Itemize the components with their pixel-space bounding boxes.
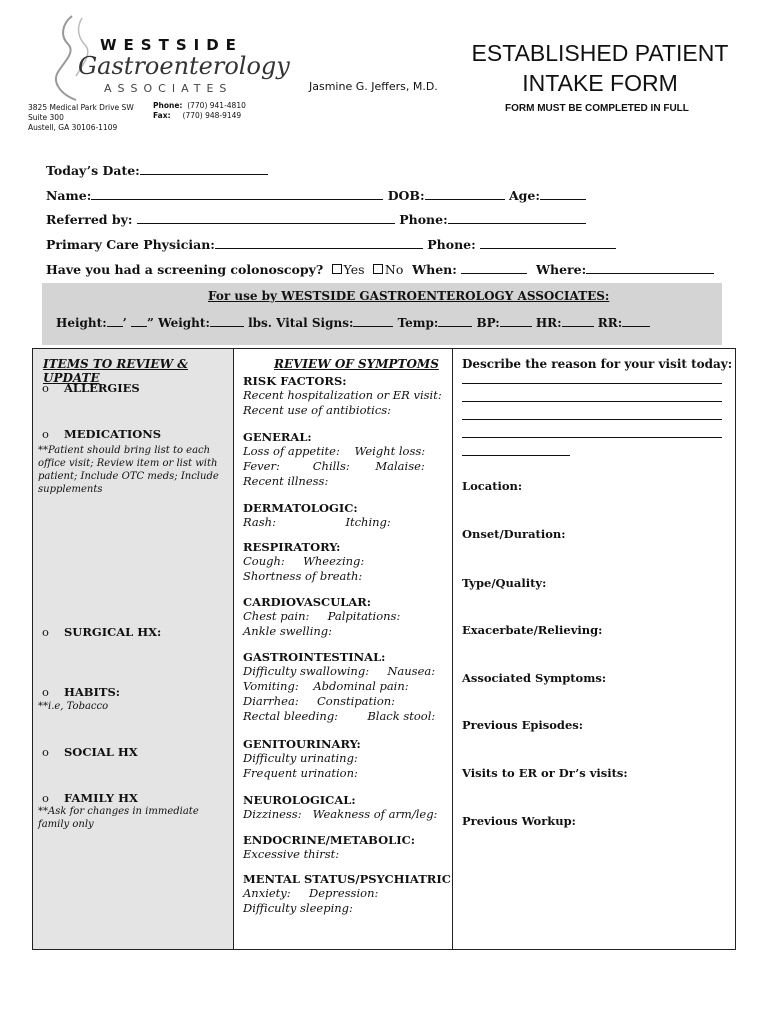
symptom-item[interactable]: Malaise: — [375, 459, 425, 473]
bp-label: BP: — [476, 316, 500, 330]
symptom-item[interactable]: Loss of appetite: — [243, 444, 340, 458]
habits-note: **i.e, Tobacco — [38, 701, 109, 712]
no-checkbox[interactable] — [373, 264, 383, 274]
height-feet-field[interactable] — [107, 314, 123, 327]
temp-field[interactable] — [438, 314, 472, 327]
neurological-heading: NEUROLOGICAL: — [243, 793, 356, 807]
referral-phone-label: Phone: — [399, 212, 448, 227]
symptom-item[interactable]: Abdominal pain: — [313, 679, 409, 693]
habits-item[interactable] — [42, 685, 120, 699]
todays-date-field[interactable] — [140, 162, 268, 175]
hr-field[interactable] — [562, 314, 594, 327]
todays-date-row — [46, 162, 268, 178]
weight-label: Weight: — [158, 316, 210, 330]
symptom-item[interactable]: Difficulty sleeping: — [243, 901, 353, 915]
cardiovascular-heading: CARDIOVASCULAR: — [243, 595, 372, 609]
pcp-phone-label: Phone: — [427, 237, 476, 252]
er-visits-label[interactable]: Visits to ER or Dr’s visits: — [462, 766, 628, 780]
symptom-item[interactable]: Recent illness: — [243, 474, 329, 488]
pcp-phone-field[interactable] — [480, 236, 616, 249]
gastrointestinal-heading: GASTROINTESTINAL: — [243, 650, 386, 664]
symptom-item[interactable]: Excessive thirst: — [243, 847, 340, 861]
referral-phone-field[interactable] — [448, 211, 586, 224]
bullet-icon: o — [42, 427, 49, 441]
symptom-item[interactable]: Dizziness: — [243, 807, 302, 821]
endocrine-heading: ENDOCRINE/METABOLIC: — [243, 833, 415, 847]
general-section — [243, 430, 425, 489]
medications-label: MEDICATIONS — [64, 427, 162, 441]
intake-table — [32, 348, 736, 950]
visit-column — [453, 349, 735, 949]
referred-row — [46, 211, 586, 227]
weight-field[interactable] — [210, 314, 244, 327]
family-item[interactable] — [42, 791, 138, 805]
symptom-item[interactable]: Vomiting: — [243, 679, 299, 693]
vital-signs-label: Vital Signs: — [276, 316, 354, 330]
type-quality-label[interactable]: Type/Quality: — [462, 576, 547, 590]
allergies-label: ALLERGIES — [64, 381, 140, 395]
symptom-item[interactable]: Wheezing: — [303, 554, 365, 568]
height-inches-field[interactable] — [131, 314, 147, 327]
logo-word: WESTSIDE — [100, 36, 243, 54]
bullet-icon: o — [42, 745, 49, 759]
form-title — [465, 38, 735, 98]
vitals-row — [56, 314, 650, 330]
allergies-item[interactable] — [42, 381, 140, 395]
visit-reason-heading: Describe the reason for your visit today: — [462, 357, 733, 371]
risk-factors-heading: RISK FACTORS: — [243, 374, 347, 388]
onset-label[interactable]: Onset/Duration: — [462, 527, 566, 541]
inches-mark: ” — [147, 316, 154, 330]
items-column — [33, 349, 234, 949]
symptom-item[interactable]: Chest pain: — [243, 609, 310, 623]
symptom-item[interactable]: Weight loss: — [354, 444, 426, 458]
when-label: When: — [412, 262, 457, 277]
contact-block — [153, 101, 246, 121]
when-field[interactable] — [461, 261, 527, 274]
todays-date-label: Today’s Date: — [46, 163, 140, 178]
where-field[interactable] — [586, 261, 714, 274]
surgical-item[interactable] — [42, 625, 161, 639]
symptom-item[interactable]: Nausea: — [387, 664, 436, 678]
bp-field[interactable] — [500, 314, 532, 327]
lbs-unit: lbs. — [248, 316, 272, 330]
name-label: Name: — [46, 188, 92, 203]
symptom-item[interactable]: Itching: — [345, 515, 391, 529]
bullet-icon: o — [42, 791, 49, 805]
practice-logo — [28, 12, 290, 102]
rr-field[interactable] — [622, 314, 650, 327]
phone-label: Phone: — [153, 101, 183, 110]
name-field[interactable] — [91, 187, 383, 200]
doctor-name: Jasmine G. Jeffers, M.D. — [309, 80, 438, 93]
medications-item[interactable] — [42, 427, 161, 441]
office-use-box — [42, 283, 722, 345]
address-line: Suite 300 — [28, 113, 64, 122]
symptom-item[interactable]: Diarrhea: — [243, 694, 299, 708]
yes-label: Yes — [343, 262, 365, 277]
respiratory-section — [243, 540, 364, 584]
symptom-item[interactable]: Cough: — [243, 554, 285, 568]
phone-number: (770) 941-4810 — [187, 101, 246, 110]
bullet-icon: o — [42, 381, 49, 395]
genitourinary-section — [243, 737, 361, 781]
surgical-label: SURGICAL HX: — [64, 625, 162, 639]
bullet-icon: o — [42, 625, 49, 639]
symptom-item[interactable]: Shortness of breath: — [243, 569, 363, 583]
dob-label: DOB: — [387, 188, 425, 203]
form-subtitle: FORM MUST BE COMPLETED IN FULL — [505, 103, 689, 114]
symptom-item[interactable]: Weakness of arm/leg: — [312, 807, 438, 821]
respiratory-heading: RESPIRATORY: — [243, 540, 341, 554]
previous-episodes-label[interactable]: Previous Episodes: — [462, 718, 583, 732]
symptom-item[interactable]: Frequent urination: — [243, 766, 358, 780]
age-field[interactable] — [540, 187, 586, 200]
mental-status-section — [243, 872, 451, 916]
symptom-item[interactable]: Difficulty urinating: — [243, 751, 358, 765]
dermatologic-section — [243, 501, 391, 530]
symptom-item[interactable]: Ankle swelling: — [243, 624, 333, 638]
address-line: Austell, GA 30106-1109 — [28, 123, 118, 132]
symptom-item[interactable]: Rectal bleeding: — [243, 709, 339, 723]
dob-field[interactable] — [425, 187, 505, 200]
gastrointestinal-section — [243, 650, 435, 724]
symptom-item[interactable]: Rash: — [243, 515, 276, 529]
age-label: Age: — [508, 188, 540, 203]
symptom-item[interactable]: Difficulty swallowing: — [243, 664, 370, 678]
social-item[interactable] — [42, 745, 138, 759]
symptom-item[interactable]: Recent use of antibiotics: — [243, 403, 392, 417]
location-label[interactable]: Location: — [462, 479, 523, 493]
bullet-icon: o — [42, 685, 49, 699]
hr-label: HR: — [535, 316, 562, 330]
pcp-row — [46, 236, 616, 252]
symptom-item[interactable]: Fever: — [243, 459, 280, 473]
items-heading: ITEMS TO REVIEW & UPDATE — [43, 357, 189, 385]
visit-reason-lines[interactable] — [462, 383, 722, 456]
where-label: Where: — [535, 262, 587, 277]
address-block — [28, 103, 134, 133]
endocrine-section — [243, 833, 415, 862]
referred-by-field[interactable] — [137, 211, 395, 224]
pcp-field[interactable] — [215, 236, 423, 249]
vital-signs-field[interactable] — [353, 314, 393, 327]
social-label: SOCIAL HX — [64, 745, 138, 759]
height-label: Height: — [56, 316, 107, 330]
title-line: ESTABLISHED PATIENT — [471, 40, 729, 66]
associated-symptoms-label[interactable]: Associated Symptoms: — [462, 671, 607, 685]
cardiovascular-section — [243, 595, 400, 639]
symptom-item[interactable]: Black stool: — [367, 709, 436, 723]
family-note: **Ask for changes in immediate family only — [38, 806, 199, 830]
symptom-item[interactable]: Depression: — [308, 886, 379, 900]
exacerbate-label[interactable]: Exacerbate/Relieving: — [462, 623, 603, 637]
general-heading: GENERAL: — [243, 430, 312, 444]
logo-associates: ASSOCIATES — [104, 82, 233, 95]
symptoms-heading: REVIEW OF SYMPTOMS — [274, 357, 439, 371]
address-line: 3825 Medical Park Drive SW — [28, 103, 134, 112]
referred-by-label: Referred by: — [46, 212, 133, 227]
genitourinary-heading: GENITOURINARY: — [243, 737, 361, 751]
dermatologic-heading: DERMATOLOGIC: — [243, 501, 358, 515]
colonoscopy-question: Have you had a screening colonoscopy? — [46, 262, 324, 277]
symptom-item[interactable]: Recent hospitalization or ER visit: — [243, 388, 442, 402]
colonoscopy-row — [46, 261, 714, 277]
office-use-heading: For use by WESTSIDE GASTROENTEROLOGY ASSOCIATES: — [208, 289, 610, 303]
rr-label: RR: — [597, 316, 623, 330]
mental-status-heading: MENTAL STATUS/PSYCHIATRIC — [243, 872, 451, 886]
temp-label: Temp: — [397, 316, 439, 330]
symptom-item[interactable]: Palpitations: — [327, 609, 401, 623]
neurological-section — [243, 793, 437, 822]
no-label: No — [384, 262, 404, 277]
family-label: FAMILY HX — [64, 791, 138, 805]
yes-checkbox[interactable] — [332, 264, 342, 274]
logo-script: Gastroenterology — [78, 52, 290, 80]
fax-number: (770) 948-9149 — [182, 111, 242, 120]
symptoms-column — [234, 349, 453, 949]
risk-factors-section — [243, 374, 442, 418]
fax-label: Fax: — [153, 111, 171, 120]
habits-label: HABITS: — [64, 685, 120, 699]
title-line: INTAKE FORM — [522, 70, 678, 96]
medications-note: **Patient should bring list to each office visit; Review item or list with patient; Include OTC meds; Include supplements — [38, 445, 219, 495]
symptom-item[interactable]: Constipation: — [316, 694, 396, 708]
name-row — [46, 187, 586, 203]
pcp-label: Primary Care Physician: — [46, 237, 215, 252]
symptom-item[interactable]: Chills: — [312, 459, 350, 473]
feet-mark: ’ — [122, 316, 127, 330]
previous-workup-label[interactable]: Previous Workup: — [462, 814, 576, 828]
symptom-item[interactable]: Anxiety: — [243, 886, 291, 900]
